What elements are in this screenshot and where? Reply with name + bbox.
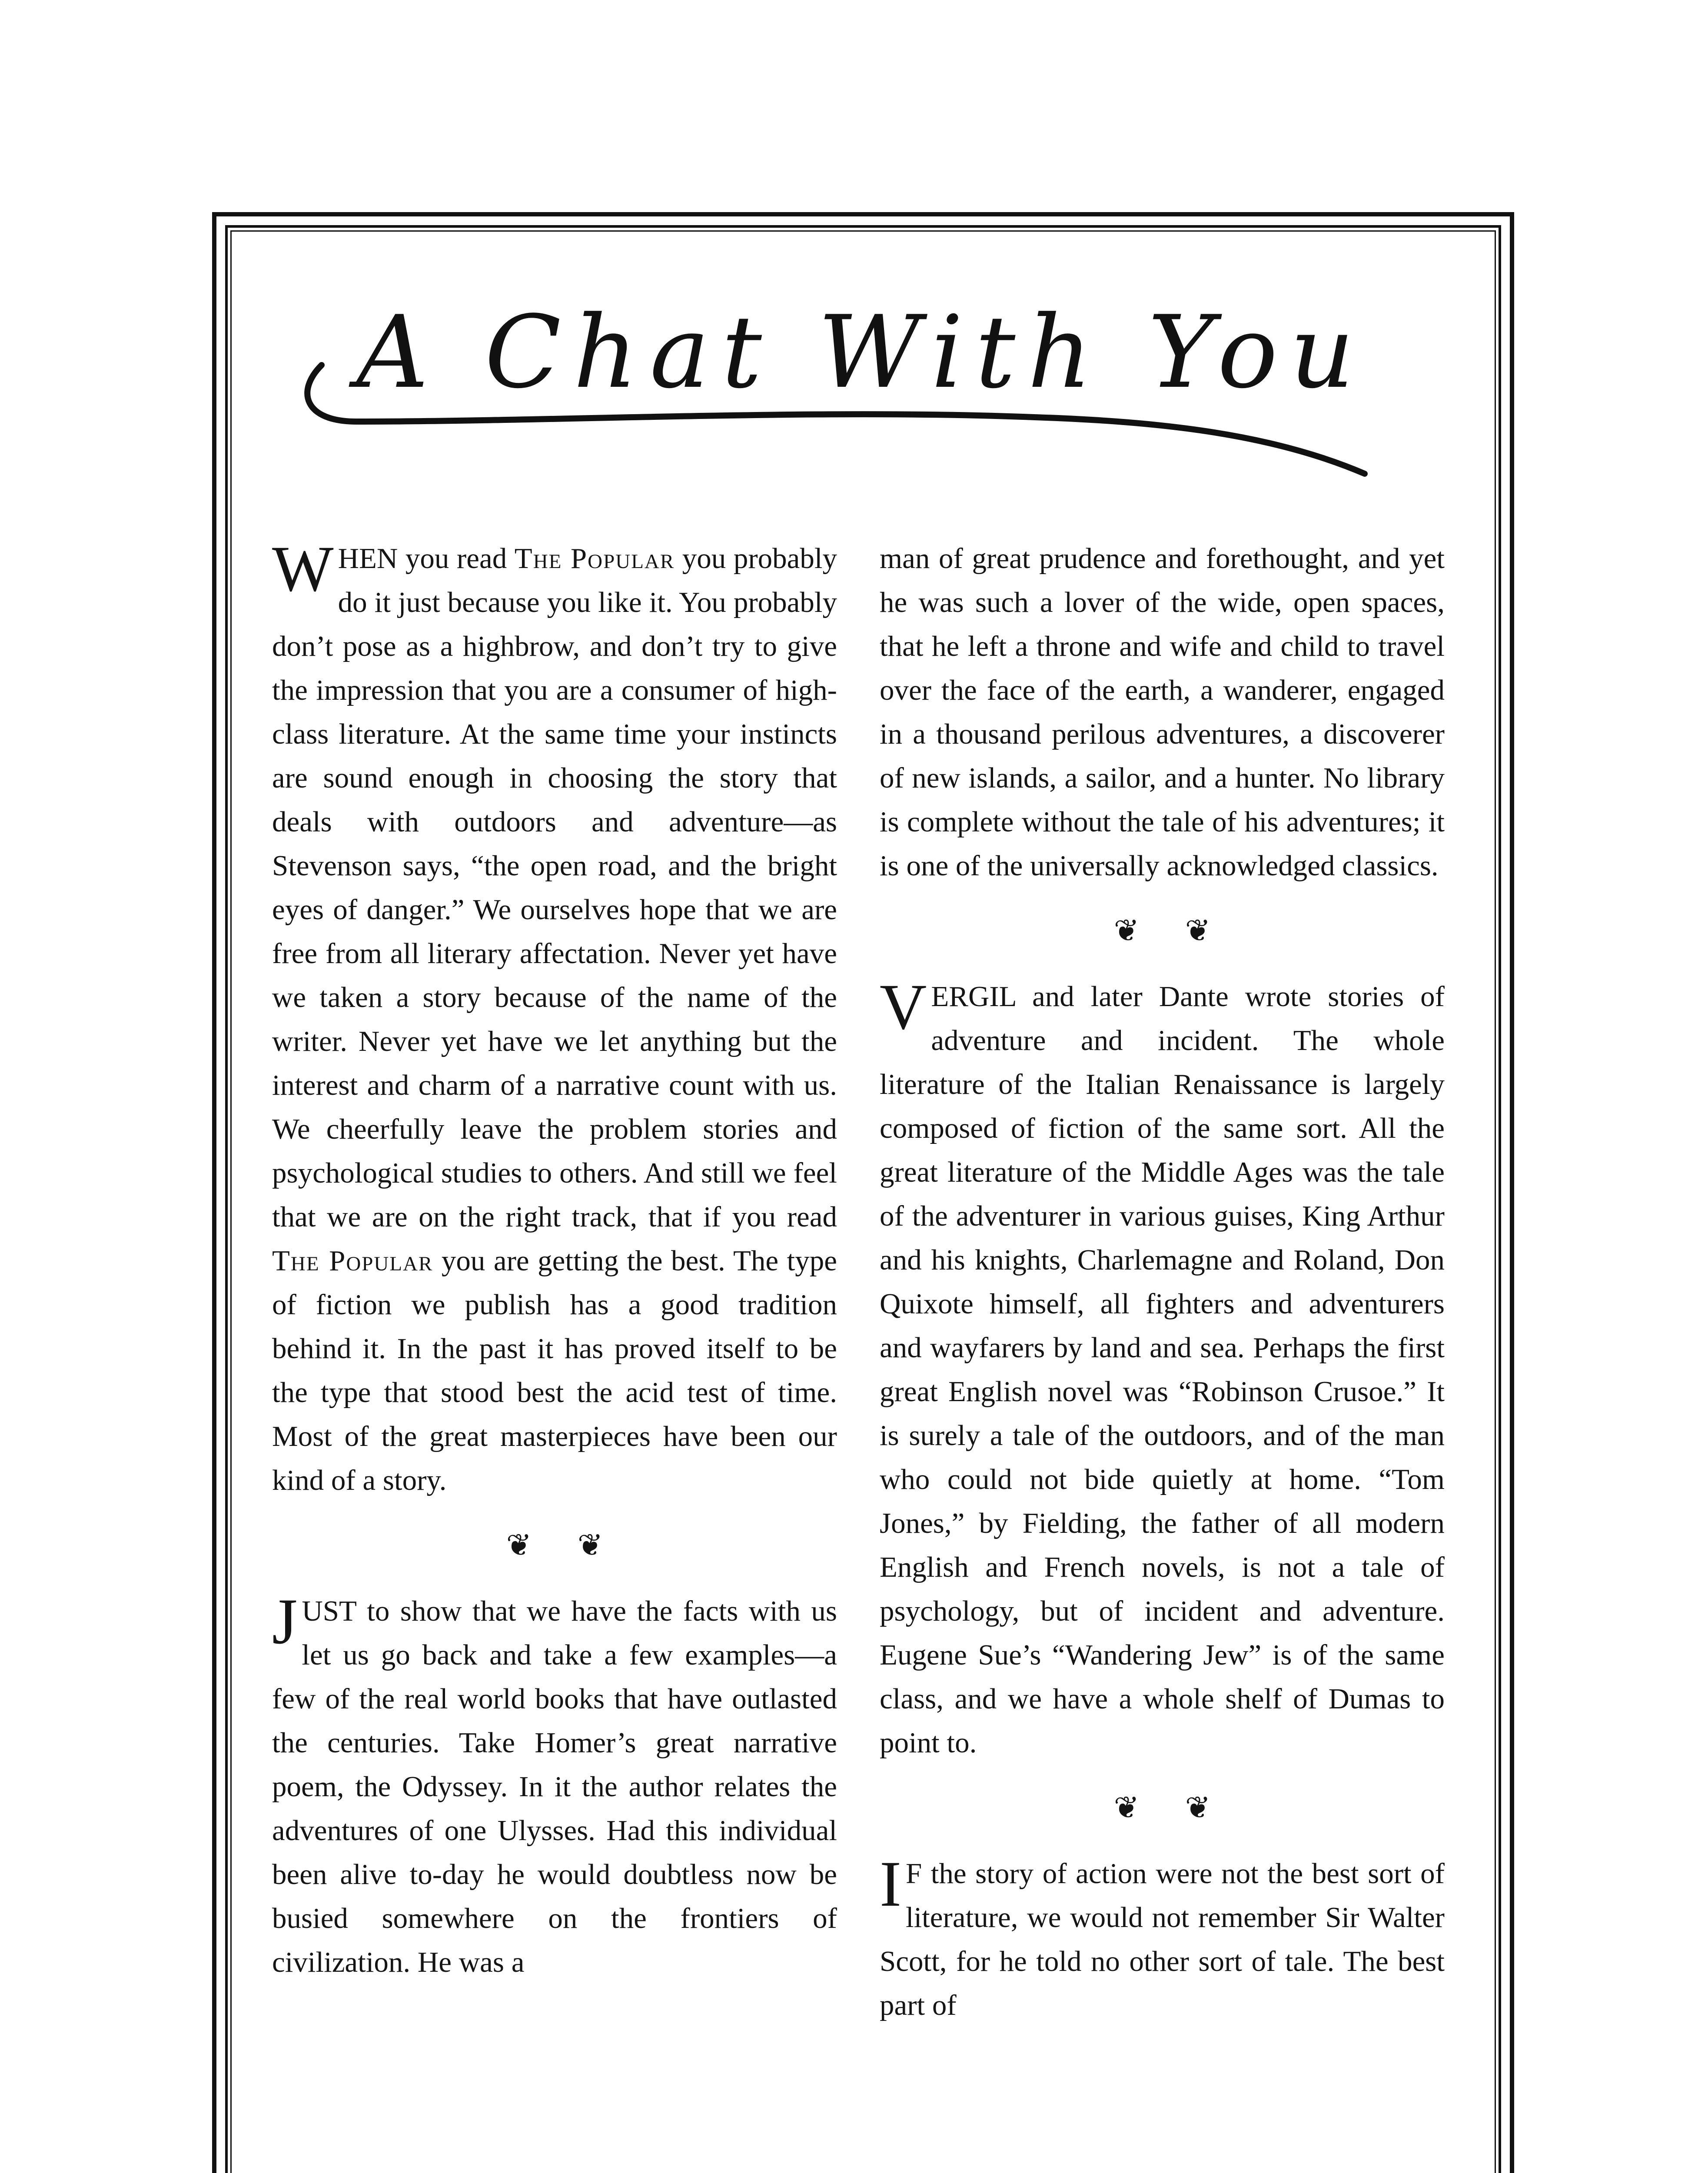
heading-text: A Chat With You bbox=[356, 295, 1367, 411]
paragraph-just bbox=[272, 1585, 837, 1984]
section-ornament: ❦ ❦ bbox=[506, 1529, 622, 1562]
magazine-name: The Popular bbox=[272, 1245, 433, 1277]
text-run: to show that we have the facts with us let us go back and take a few examples—a few of the real world books that have outlasted the centuries. Take Homer’s great narrative poem, the Odyssey. In it the author relates the adventures of one Ulysses. Had this individual been alive to-day he would doubtless now be busied somewhere on the frontiers of civilization. He was a bbox=[272, 1595, 837, 1978]
dropcap-v: V bbox=[880, 971, 927, 1043]
paragraph-continued: man of great prudence and forethought, and yet he was such a lover of the wide, open spaces, that he left a throne and wife and child to travel over the face of the earth, a wanderer, engaged in a thousand perilous adventures, a discoverer of new islands, a sailor, and a hunter. No library is complete without the tale of his adventures; it is one of the universally acknowledged classics. bbox=[880, 542, 1445, 882]
paragraph-if bbox=[880, 1848, 1445, 2027]
lead-word: HEN bbox=[338, 542, 398, 575]
dropcap-w: W bbox=[272, 533, 334, 605]
lead-word: UST bbox=[302, 1595, 356, 1627]
lead-word: ERGIL bbox=[931, 980, 1016, 1013]
handwritten-heading bbox=[296, 278, 1408, 504]
dropcap-i: I bbox=[880, 1848, 901, 1920]
right-column bbox=[880, 537, 1445, 2027]
paragraph-intro bbox=[272, 533, 837, 1502]
text-run: and later Dante wrote stories of adventure and incident. The whole literature of the Italian Renaissance is largely composed of fiction of the same sort. All the great literature of the Middle Ages was the tale of the adventurer in various guises, King Arthur and his knights, Charlemagne and Roland, Don Quixote himself, all fighters and adventurers and wayfarers by land and sea. Perhaps the first great English novel was “Robinson Crusoe.” It is surely a tale of the outdoors, and of the man who could not bide quietly at home. “Tom Jones,” by Fielding, the father of all modern English and French novels, is not a tale of psychology, but of incident and adventure. Eugene Sue’s “Wandering Jew” is of the same class, and we have a whole shelf of Dumas to point to. bbox=[880, 980, 1445, 1759]
left-column bbox=[272, 533, 837, 1984]
magazine-name: The Popular bbox=[514, 542, 675, 575]
text-run: you read bbox=[398, 542, 515, 575]
section-ornament: ❦ ❦ bbox=[1113, 1791, 1230, 1825]
section-ornament: ❦ ❦ bbox=[1113, 914, 1230, 948]
text-run: you are getting the best. The type of fiction we publish has a good tradition behind it. In the past it has proved itself to be the type that stood best the acid test of time. Most of the great masterpieces have been our kind of a story. bbox=[272, 1245, 837, 1496]
text-run: you probably do it just because you like it. You probably don’t pose as a highbrow, and don’t try to give the impression that you are a consumer of high-class literature. At the same time your instincts are sound enough in choosing the story that deals with outdoors and adventure—as Stevenson says, “the open road, and the bright eyes of danger.” We ourselves hope that we are free from all literary affectation. Never yet have we taken a story because of the name of the writer. Never yet have we let anything but the interest and charm of a narrative count with us. We cheerfully leave the problem stories and psychological studies to others. And still we feel that we are on the right track, that if you read bbox=[272, 542, 837, 1233]
paragraph-vergil bbox=[880, 971, 1445, 1765]
dropcap-j: J bbox=[272, 1585, 298, 1658]
text-run: F the story of action were not the best sort of literature, we would not remember Sir Walter Scott, for he told no other sort of tale. The best part of bbox=[880, 1857, 1445, 2021]
